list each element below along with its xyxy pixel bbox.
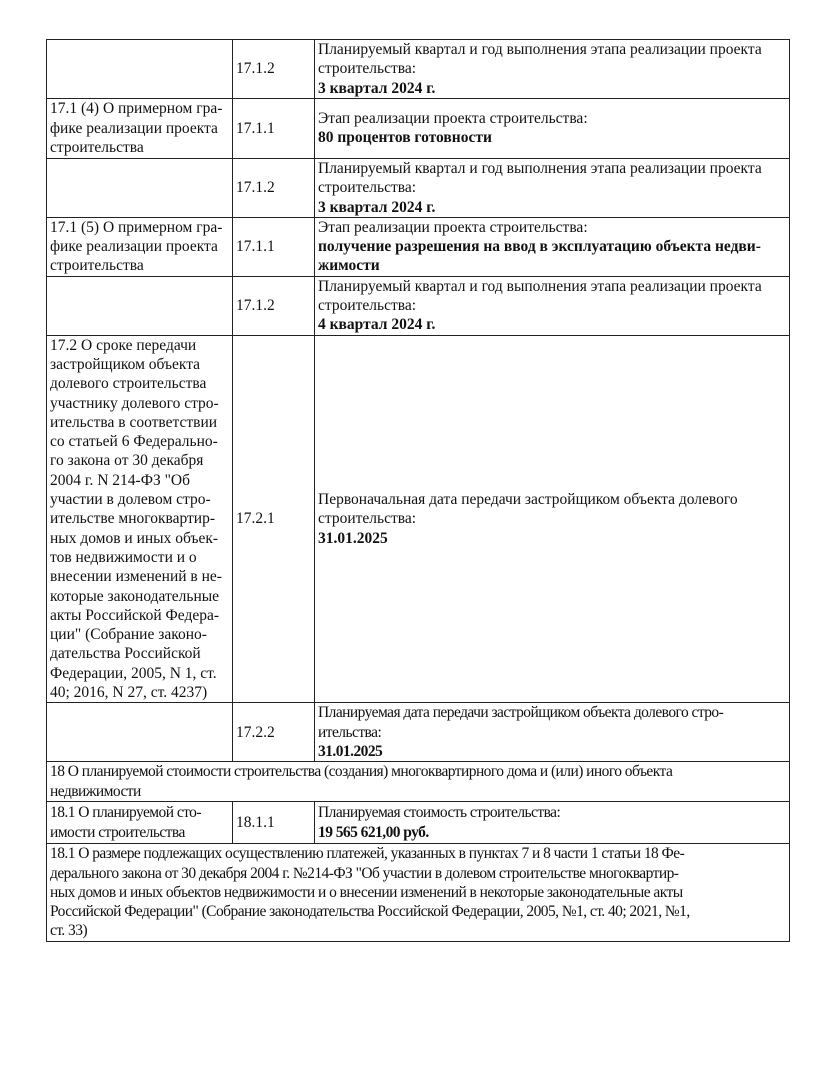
value-line: получение разрешения на ввод в эксплуатацию объекта недви- xyxy=(318,238,761,256)
value-line: 4 квартал 2024 г. xyxy=(318,316,436,334)
section-title-cell xyxy=(47,40,233,99)
text-line: Российской Федерации" (Собрание законодательства Российской Федерации, 2005, №1, ст. 40; 2021, №1, xyxy=(50,903,690,921)
text-line: 40; 2016, N 27, ст. 4237) xyxy=(50,684,208,702)
item-number: 17.1.2 xyxy=(236,297,275,315)
item-value-cell xyxy=(315,703,790,762)
text-line: Планируемая стоимость строительства: xyxy=(318,804,561,822)
item-number: 17.1.1 xyxy=(236,119,275,137)
item-number: 17.2.2 xyxy=(236,723,275,741)
project-info-table xyxy=(46,39,790,942)
section-title-cell xyxy=(47,158,233,217)
text-line: Этап реализации проекта строительства: xyxy=(318,218,588,236)
text-line: ительства: xyxy=(318,723,382,741)
item-number-cell xyxy=(233,276,315,335)
text-line: Планируемая дата передачи застройщиком объекта долевого стро- xyxy=(318,704,724,722)
section-18-header-cell xyxy=(47,762,790,802)
value-line: 80 процентов готовности xyxy=(318,129,492,147)
item-number: 17.1.1 xyxy=(236,238,275,256)
text-line: которые законодательные xyxy=(50,587,220,605)
table-row xyxy=(47,802,790,844)
text-line: ции" (Собрание законо- xyxy=(50,626,207,644)
text-line: ительства в соответствии xyxy=(50,413,218,431)
text-line: 17.1 (5) О примерном гра- xyxy=(50,218,223,236)
item-value-cell xyxy=(315,217,790,276)
payments-section xyxy=(47,844,790,941)
table-row xyxy=(47,276,790,335)
item-value-cell xyxy=(315,40,790,99)
text-line: акты Российской Федера- xyxy=(50,606,220,624)
section-title-cell xyxy=(47,802,233,844)
text-line: застройщиком объекта xyxy=(50,355,201,373)
text-line: Планируемый квартал и год выполнения этапа реализации проекта xyxy=(318,277,762,295)
value-line: 3 квартал 2024 г. xyxy=(318,79,436,97)
value-line: 3 квартал 2024 г. xyxy=(318,198,436,216)
text-line: участии в долевом стро- xyxy=(50,491,211,509)
text-line: 17.1 (4) О примерном гра- xyxy=(50,100,223,118)
item-number-cell xyxy=(233,40,315,99)
item-number-cell xyxy=(233,335,315,703)
value-line: 31.01.2025 xyxy=(318,742,383,760)
item-number: 17.2.1 xyxy=(236,510,275,528)
text-line: ительстве многоквартир- xyxy=(50,510,216,528)
text-line: недвижимости xyxy=(50,782,141,800)
text-line: дерального закона от 30 декабря 2004 г. №214-ФЗ "Об участии в долевом строительстве многоквартир- xyxy=(50,864,679,882)
item-number-cell xyxy=(233,217,315,276)
text-line: го закона от 30 декабря xyxy=(50,452,204,470)
section-title-cell xyxy=(47,217,233,276)
text-line: Этап реализации проекта строительства: xyxy=(318,110,588,128)
item-number-cell xyxy=(233,158,315,217)
text-line: строительства: xyxy=(318,179,417,197)
text-line: Планируемый квартал и год выполнения этапа реализации проекта xyxy=(318,41,762,58)
table-row xyxy=(47,158,790,217)
text-line: Федерации, 2005, N 1, ст. xyxy=(50,664,217,682)
item-value-cell xyxy=(315,276,790,335)
table-row xyxy=(47,98,790,158)
item-value-cell xyxy=(315,158,790,217)
item-number: 17.1.2 xyxy=(236,60,275,78)
item-value-cell xyxy=(315,335,790,703)
payments-section-cell xyxy=(47,844,790,941)
section-title-cell xyxy=(47,703,233,762)
text-line: 17.2 О сроке передачи xyxy=(50,336,197,354)
item-number-cell xyxy=(233,703,315,762)
value-line: 31.01.2025 xyxy=(318,529,388,547)
text-line: фике реализации проекта xyxy=(50,119,218,137)
item-number-cell xyxy=(233,98,315,158)
text-line: 18 О планируемой стоимости строительства (создания) многоквартирного дома и (или) иного объекта xyxy=(50,763,673,781)
item-value-cell xyxy=(315,98,790,158)
value-line: 19 565 621,00 руб. xyxy=(318,823,429,841)
item-value-cell xyxy=(315,802,790,844)
text-line: строительства: xyxy=(318,60,417,78)
text-line: строительства xyxy=(50,257,144,275)
text-line: Планируемый квартал и год выполнения этапа реализации проекта xyxy=(318,159,762,177)
text-line: 2004 г. N 214-ФЗ "Об xyxy=(50,471,191,489)
value-line: жимости xyxy=(318,257,380,275)
text-line: 18.1 О размере подлежащих осуществлению платежей, указанных в пунктах 7 и 8 части 1 статьи 18 Фе- xyxy=(50,845,685,863)
text-line: строительства: xyxy=(318,297,417,315)
text-line: строительства: xyxy=(318,510,417,528)
text-line: строительства xyxy=(50,139,144,157)
table-row xyxy=(47,217,790,276)
section-title-cell xyxy=(47,276,233,335)
text-line: долевого строительства xyxy=(50,375,207,393)
text-line: ных домов и иных объектов недвижимости и о внесении изменений в некоторые законодательные акты xyxy=(50,883,683,901)
text-line: Первоначальная дата передачи застройщиком объекта долевого xyxy=(318,491,738,509)
text-line: ных домов и иных объек- xyxy=(50,529,219,547)
item-number-cell xyxy=(233,802,315,844)
section-title-cell xyxy=(47,335,233,703)
section-title-cell xyxy=(47,98,233,158)
item-number: 17.1.2 xyxy=(236,179,275,197)
text-line: со статьей 6 Федерально- xyxy=(50,433,218,451)
table-row xyxy=(47,40,790,99)
text-line: ст. 33) xyxy=(50,922,88,940)
text-line: имости строительства xyxy=(50,823,185,841)
table-row xyxy=(47,703,790,762)
text-line: участнику долевого стро- xyxy=(50,394,219,412)
table-row xyxy=(47,335,790,703)
text-line: тов недвижимости и о xyxy=(50,548,197,566)
section-18-header xyxy=(47,762,790,802)
text-line: внесении изменений в не- xyxy=(50,568,222,586)
text-line: фике реализации проекта xyxy=(50,238,218,256)
text-line: дательства Российской xyxy=(50,645,201,663)
item-number: 18.1.1 xyxy=(236,814,275,832)
text-line: 18.1 О планируемой сто- xyxy=(50,804,201,822)
